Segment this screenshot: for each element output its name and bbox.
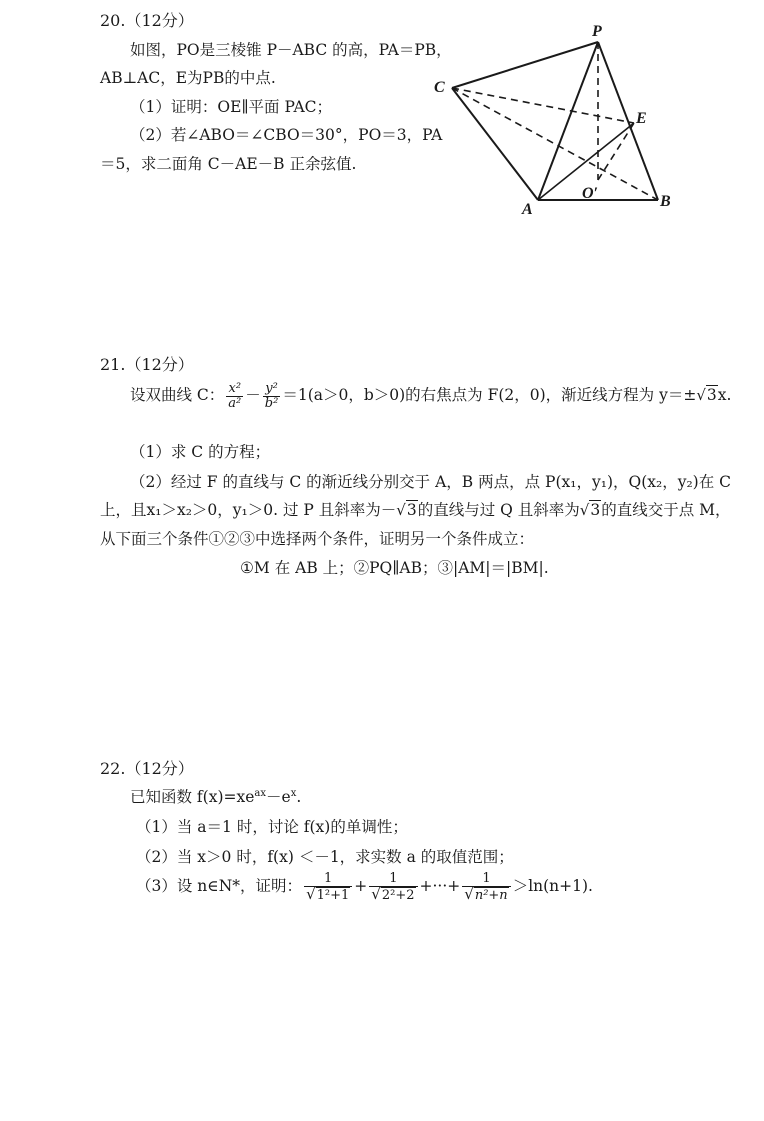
- q21-heading: 21.（12分）: [100, 355, 194, 374]
- q22-line-1: 已知函数 $f(x)=xe^{ax}-e^x$.: [130, 787, 302, 806]
- q22-part-1: （1）当 a＝1 时，讨论 f(x)的单调性；: [136, 818, 408, 836]
- edge-PB: [598, 42, 658, 200]
- q20-part-2: （2）若∠ABO＝∠CBO＝30°，PO＝3，PA: [130, 126, 443, 144]
- q22-part-2: （2）当 x＞0 时，f(x) ＜－1，求实数 a 的取值范围；: [136, 848, 514, 866]
- label-B: B: [660, 193, 671, 210]
- q22-heading: 22.（12分）: [100, 759, 194, 778]
- edge-CP: [452, 42, 598, 88]
- q21-part-1: （1）求 C 的方程；: [130, 443, 271, 461]
- label-P: P: [592, 23, 602, 40]
- dash-CE: [452, 88, 634, 123]
- dash-OE: [598, 123, 634, 180]
- q22-part-3: （3）设 n∈N*，证明： $\frac{1}{\text{√1²+1}}$ + $\frac{1}{\text{√2²+2}}$ +···+ $\frac{1}{\text{√n²+n}}$ ＞ln(n+1).: [136, 871, 593, 903]
- q21-conditions-intro: 从下面三个条件①②③中选择两个条件，证明另一个条件成立：: [100, 530, 535, 548]
- fraction-2: $\frac{1}{\text{√2²+2}}$: [369, 872, 417, 902]
- edge-CA: [452, 88, 538, 200]
- q20-heading: 20.（12分）: [100, 11, 194, 30]
- label-O: O′: [582, 185, 599, 202]
- q21-part-2-cont: 上，且x₁＞x₂＞0，y₁＞0. 过 P 且斜率为－√3的直线与过 Q 且斜率为√3的直线交于点 M，: [100, 501, 731, 519]
- label-A: A: [522, 201, 533, 218]
- q20-line-1: 如图，PO是三棱锥 P－ABC 的高，PA＝PB，: [130, 41, 452, 59]
- q20-part-2-cont: ＝5，求二面角 C－AE－B 正余弦值.: [100, 155, 357, 173]
- q20-part-1: （1）证明：OE∥平面 PAC；: [130, 98, 333, 116]
- q20-line-2: AB⊥AC，E为PB的中点.: [100, 69, 276, 87]
- label-E: E: [636, 110, 647, 127]
- dash-CB: [452, 88, 658, 200]
- q21-line-1: 设双曲线 C： $\frac{\text{x²}}{\text{a²}}$ － $\frac{\text{y²}}{\text{b²}}$ ＝1(a＞0，b＞0)的右焦点为 F(2，0)，渐近线方程为 y＝±√3x.: [130, 381, 732, 411]
- label-C: C: [434, 79, 445, 96]
- q21-conditions: ①M 在 AB 上；②PQ∥AB；③|AM|＝|BM|.: [240, 559, 549, 577]
- fraction-1: $\frac{1}{\text{√1²+1}}$: [304, 872, 352, 902]
- pyramid-figure: [430, 20, 690, 220]
- fraction-x2-a2: $\frac{\text{x²}}{\text{a²}}$: [228, 381, 242, 411]
- fraction-n: $\frac{1}{\text{√n²+n}}$: [462, 872, 510, 902]
- q21-part-2: （2）经过 F 的直线与 C 的渐近线分别交于 A，B 两点，点 P(x₁，y₁)，Q(x₂，y₂)在 C: [130, 473, 732, 491]
- fraction-y2-b2: $\frac{\text{y²}}{\text{b²}}$: [264, 381, 279, 411]
